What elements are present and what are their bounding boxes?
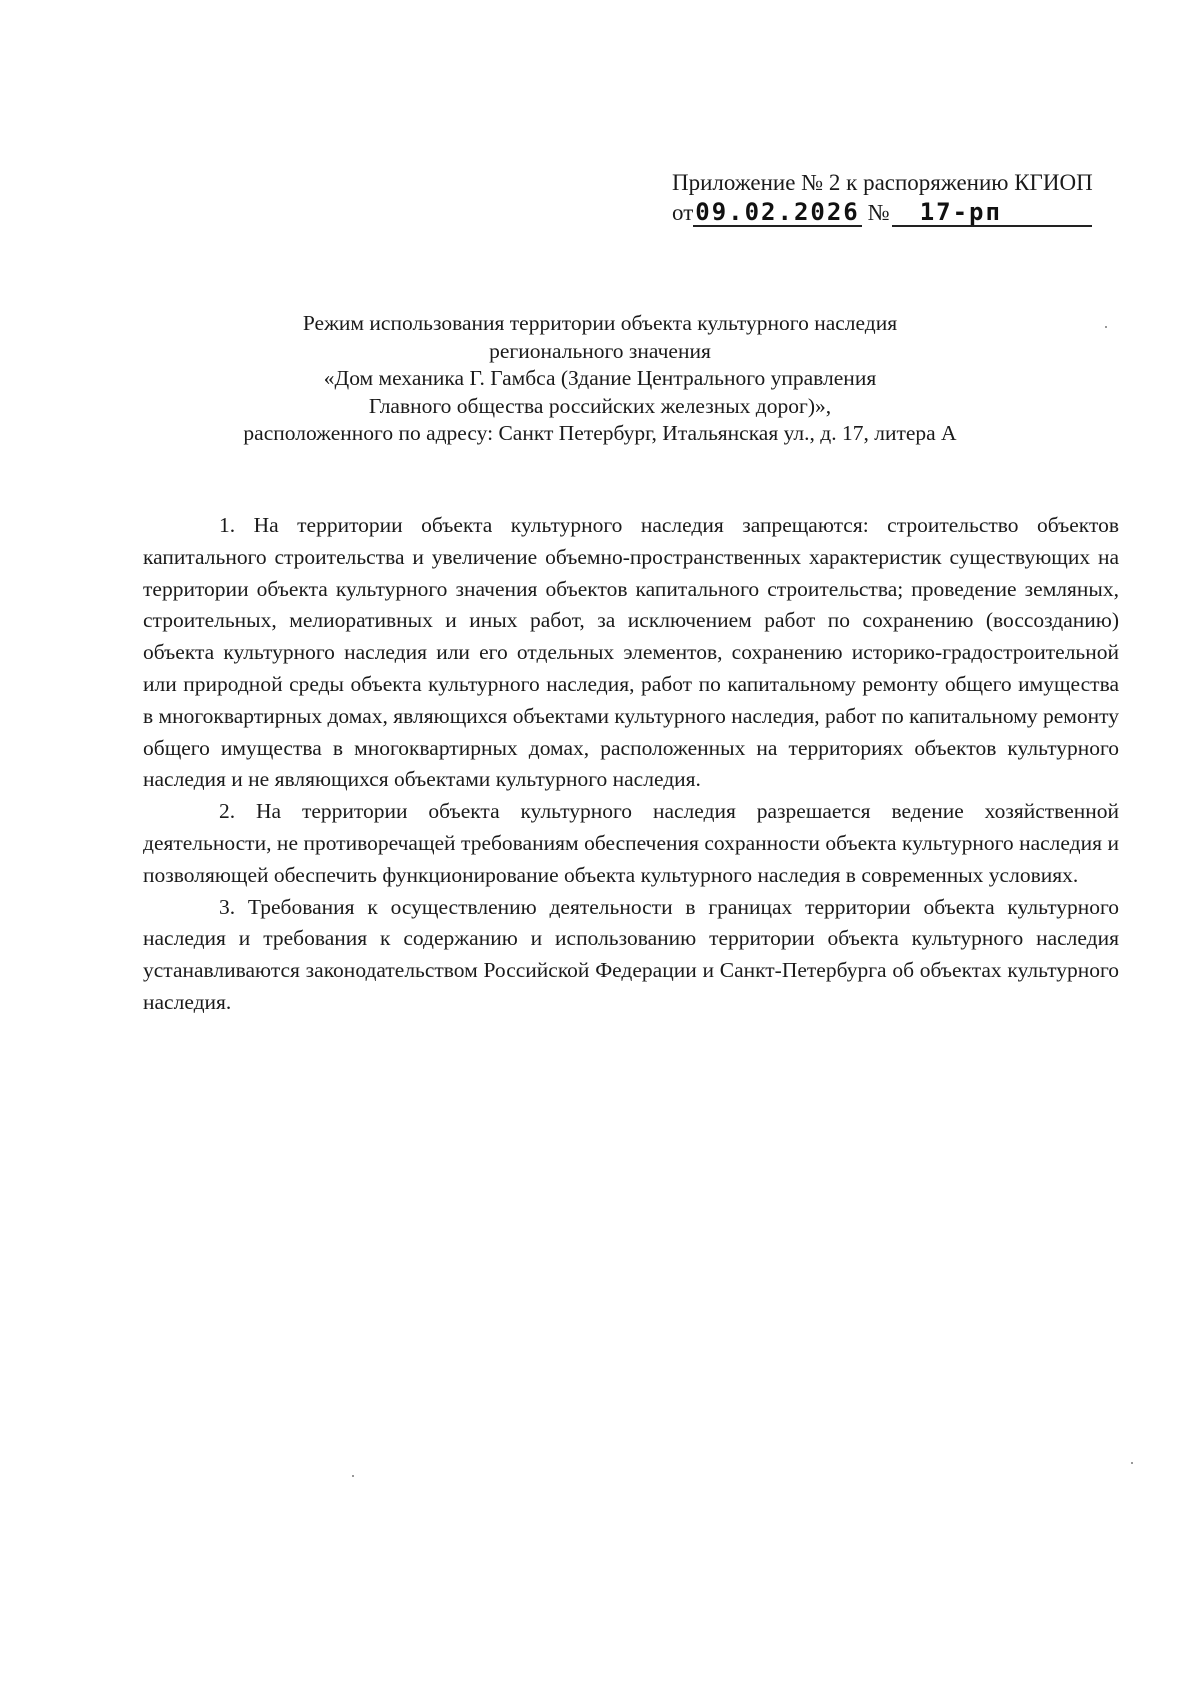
document-title <box>130 310 1070 448</box>
date-prefix: от <box>672 200 694 225</box>
title-line: Режим использования территории объекта культурного наследия <box>302 311 898 335</box>
number-sign: № <box>867 200 890 225</box>
title-line: регионального значения <box>489 338 711 363</box>
handwritten-number: 17-рп <box>892 199 1092 227</box>
paragraph-2: 2. На территории объекта культурного наследия разрешается ведение хозяйственной деятельности, не противоречащей требованиям обеспечения сохранности объекта культурного наследия и позволяющей обеспечить функционирование объекта культурного наследия в современных условиях. <box>143 799 1119 887</box>
scan-speck <box>1105 326 1107 328</box>
appendix-line: Приложение № 2 к распоряжению КГИОП <box>672 170 1093 195</box>
paragraph-3: 3. Требования к осуществлению деятельности в границах территории объекта культурного наследия и требования к содержанию и использованию территории объекта культурного наследия устанавливаются законодательством Российской Федерации и Санкт-Петербурга об объектах культурного наследия. <box>143 894 1119 1014</box>
title-line: расположенного по адресу: Санкт Петербург, Итальянская ул., д. 17, литера А <box>243 421 957 445</box>
title-line: Главного общества российских железных дорог)», <box>368 393 832 418</box>
date-number-line <box>672 198 1132 234</box>
paragraph-1: 1. На территории объекта культурного наследия запрещаются: строительство объектов капитального строительства и увеличение объемно-пространственных характеристик существующих на территории объекта культурного значения объектов капитального строительства; проведение земляных, строительных, мелиоративных и иных работ, за исключением работ по сохранению (воссозданию) объекта культурного наследия или его отдельных элементов, сохранению историко-градостроительной или природной среды объекта культурного наследия, работ по капитальному ремонту общего имущества в многоквартирных домах, являющихся объектами культурного наследия, работ по капитальному ремонту общего имущества в многоквартирных домах, расположенных на территориях объектов культурного наследия и не являющихся объектами культурного наследия. <box>143 513 1119 792</box>
scan-speck <box>1131 1462 1133 1464</box>
title-line: «Дом механика Г. Гамбса (Здание Центрального управления <box>323 366 877 390</box>
appendix-header <box>672 168 1132 234</box>
scan-speck <box>352 1475 354 1477</box>
document-body <box>143 510 1119 1019</box>
handwritten-date: 09.02.2026 <box>695 198 860 226</box>
